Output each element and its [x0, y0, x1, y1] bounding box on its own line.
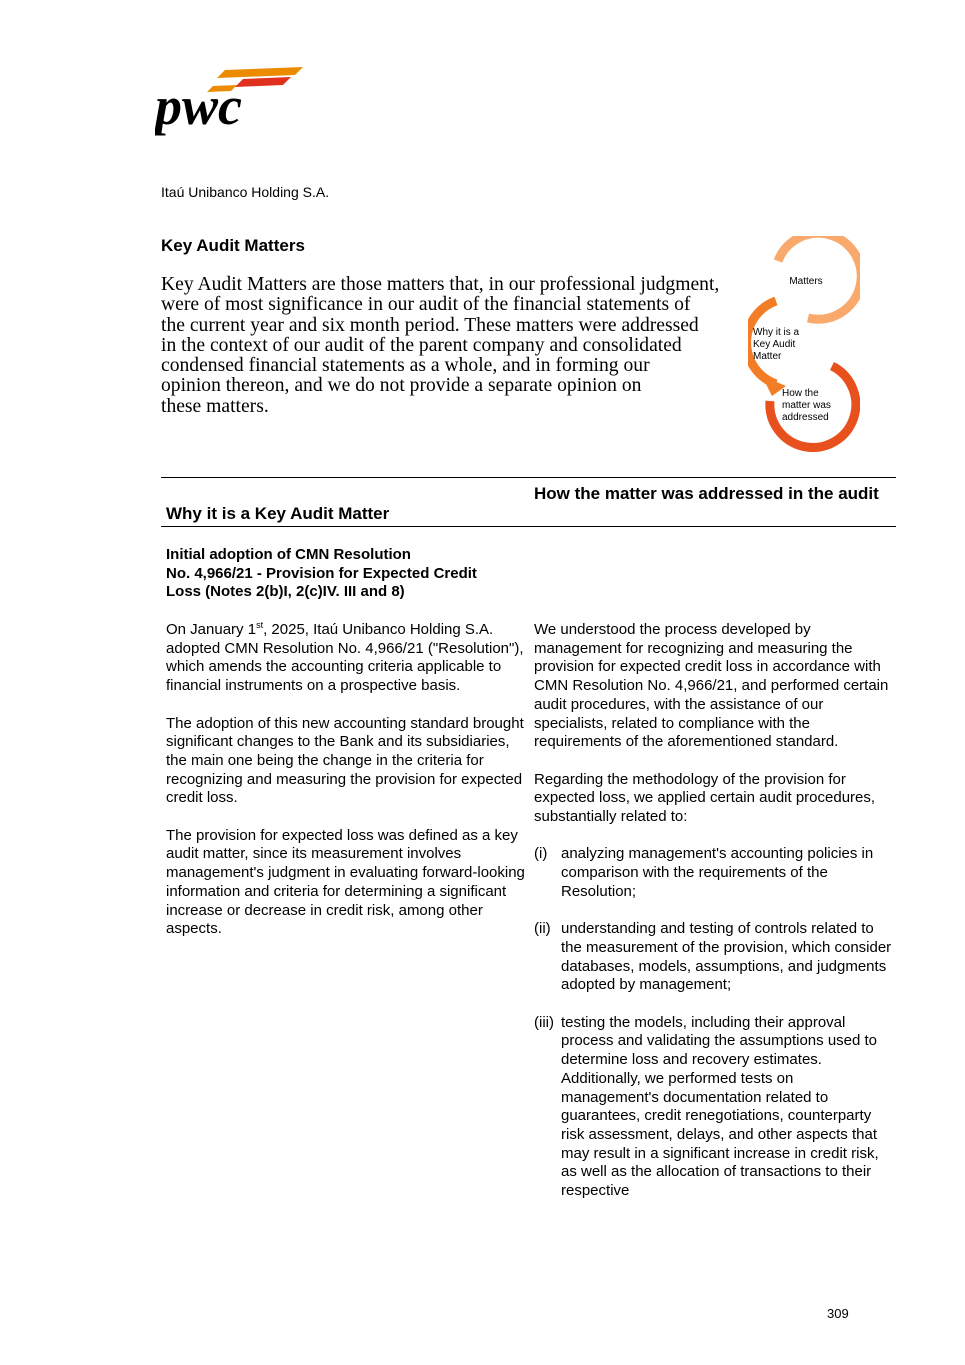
procedure-number: (ii): [534, 920, 551, 938]
matter-topic-heading: Initial adoption of CMN Resolution No. 4,966/21 - Provision for Expected Credit Loss (Notes 2(b)I, 2(c)IV. III and 8): [166, 546, 477, 601]
procedure-text: understanding and testing of controls related to the measurement of the provision, which consider databases, models, assumptions, and judgments adopted by management;: [561, 920, 892, 994]
why-paragraph-1-rest: , 2025, Itaú Unibanco Holding S.A. adopted CMN Resolution No. 4,966/21 ("Resolution"), which amends the accounting criteria applicable to financial instruments on a prospective basis.: [166, 621, 524, 695]
logo-text: pwc: [155, 76, 242, 136]
why-paragraph-2: The adoption of this new accounting standard brought significant changes to the Bank and its subsidiaries, the main one being the change in the criteria for recognizing and measuring the provision for expected credit loss.: [166, 714, 524, 807]
diagram-label-middle-3: Matter: [753, 351, 782, 362]
procedure-item: [534, 1014, 894, 1201]
why-paragraph-1-start: On January 1: [166, 621, 257, 638]
table-rule-bottom: [161, 526, 896, 527]
how-column: [534, 621, 894, 1219]
column-header-why: Why it is a Key Audit Matter: [166, 504, 390, 523]
page-number: 309: [827, 1306, 849, 1321]
why-paragraph-3: The provision for expected loss was defined as a key audit matter, since its measurement involves management's judgment in evaluating forward-looking information and criteria for determining a significant increase or decrease in credit risk, among other aspects.: [166, 826, 525, 938]
pwc-logo: [155, 64, 305, 142]
cycle-arrows: [748, 236, 860, 452]
procedure-text: testing the models, including their approval process and validating the assumptions used to determine loss and recovery estimates. Additionally, we performed tests on management's documentation related to guarantees, credit renegotiations, counterparty risk assessment, delays, and other aspects that may result in a significant increase in credit risk, as well as the allocation of transactions to their respective: [561, 1013, 879, 1200]
procedure-item: [534, 920, 894, 995]
why-column: [166, 621, 526, 958]
diagram-label-bottom-3: addressed: [782, 412, 829, 423]
diagram-label-middle-2: Key Audit: [753, 339, 796, 350]
pwc-logo-mark: [155, 64, 305, 142]
diagram-label-middle-1: Why it is a: [753, 327, 800, 338]
procedure-number: (iii): [534, 1013, 554, 1031]
procedure-item: [534, 845, 894, 901]
intro-paragraph: Key Audit Matters are those matters that, in our professional judgment, were of most significance in our audit of the financial statements of the current year and six month period. These matters were addressed in the context of our audit of the parent company and consolidated condensed financial statements as a whole, and in forming our opinion thereon, and we do not provide a separate opinion on these matters.: [161, 274, 720, 417]
diagram-label-bottom-2: matter was: [782, 400, 831, 411]
diagram-label-bottom-1: How the: [782, 388, 819, 399]
procedure-text: analyzing management's accounting policies in comparison with the requirements of the Resolution;: [561, 845, 874, 900]
column-header-how: How the matter was addressed in the audit: [534, 484, 879, 503]
company-name: Itaú Unibanco Holding S.A.: [161, 184, 330, 200]
procedure-number: (i): [534, 845, 548, 863]
section-title: Key Audit Matters: [161, 236, 305, 255]
ordinal-superscript: st: [256, 620, 264, 630]
how-paragraph-2: Regarding the methodology of the provision for expected loss, we applied certain audit procedures, substantially related to:: [534, 770, 876, 826]
kam-cycle-diagram: [748, 236, 860, 452]
how-paragraph-1: We understood the process developed by management for recognizing and measuring the provision for expected credit loss in accordance with CMN Resolution No. 4,966/21, and performed certain audit procedures, with the assistance of our specialists, related to compliance with the requirements of the aforementioned standard.: [534, 621, 889, 751]
why-paragraph-1: [166, 621, 526, 696]
table-rule-top: [161, 477, 896, 478]
diagram-label-top: Matters: [789, 276, 823, 287]
